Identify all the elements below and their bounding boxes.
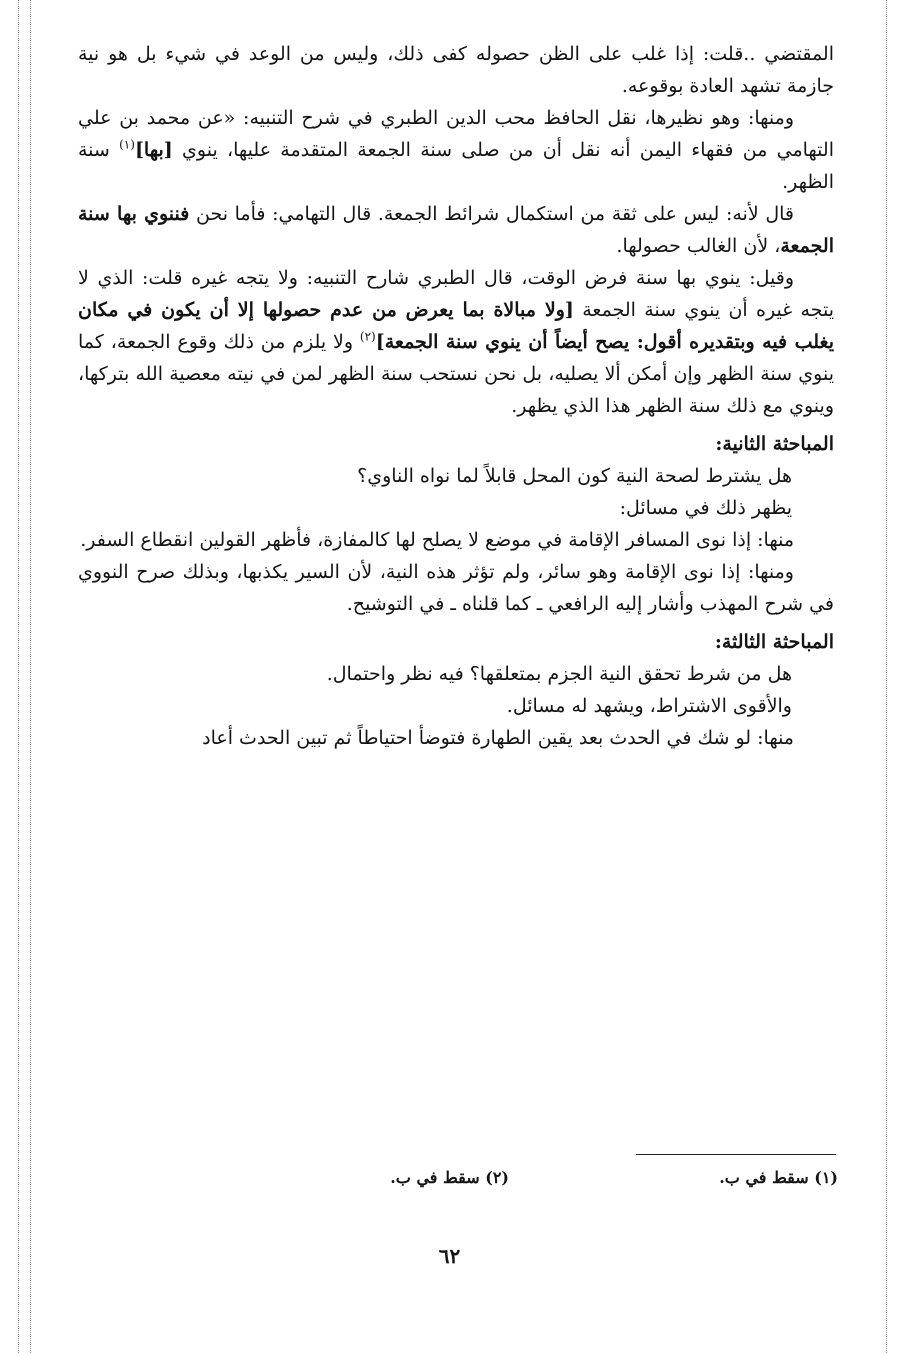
paragraph-4-end: ولا يلزم من ذلك وقوع الجمعة، كما ينوي سنة الظهر وإن أمكن ألا يصليه، بل نحن نستحب سنة الظهر لمن في نيته معصية الله بتركها، وينوي مع ذلك سنة الظهر هذا الذي يظهر.	[78, 331, 834, 417]
paragraph-3	[78, 198, 834, 262]
paragraph-4-text: وقيل: ينوي بها سنة فرض الوقت، قال الطبري شارح التنبيه: ولا يتجه غيره قلت: الذي لا يتجه غيره أن ينوي سنة الجمعة	[78, 267, 834, 321]
question-2-note: يظهر ذلك في مسائل:	[619, 497, 792, 519]
bracketed-word: [بها]	[134, 139, 173, 161]
section-heading-2: المباحثة الثانية:	[715, 433, 834, 455]
paragraph-2-end: سنة الظهر.	[78, 139, 834, 193]
section-heading-3: المباحثة الثالثة:	[714, 631, 834, 653]
page-number: ٦٢	[438, 1244, 461, 1268]
paragraph-2	[78, 102, 834, 198]
paragraph-5: منها: إذا نوى المسافر الإقامة في موضع لا يصلح لها كالمفازة، فأظهر القولين انقطاع السفر.	[80, 529, 794, 551]
footnote-ref-1: (١)	[119, 137, 135, 152]
footnote-2: (٢) سقط في ب.	[390, 1168, 509, 1187]
scan-edge-right	[886, 0, 887, 1353]
paragraph-3-text: قال لأنه: ليس على ثقة من استكمال شرائط الجمعة. قال التهامي: فأما نحن	[189, 203, 794, 225]
footnote-ref-2: (٢)	[359, 329, 376, 344]
footnote-rule	[636, 1154, 836, 1155]
paragraph-7: منها: لو شك في الحدث بعد يقين الطهارة فتوضأ احتياطاً ثم تبين الحدث أعاد	[202, 727, 794, 749]
paragraph-4-bold: [ولا مبالاة بما يعرض من عدم حصولها إلا أن يكون في مكان يغلب فيه وبتقديره أقول: يصح أيضاً أن ينوي سنة الجمعة]	[78, 299, 834, 353]
question-3: هل من شرط تحقق النية الجزم بمتعلقها؟ فيه نظر واحتمال.	[326, 663, 792, 685]
scan-edge-left-inner	[30, 0, 31, 1353]
paragraph-3-end: ، لأن الغالب حصولها.	[616, 235, 781, 257]
paragraph-3-bold: فننوي بها سنة الجمعة	[78, 203, 834, 257]
scan-edge-left	[18, 0, 19, 1353]
paragraph-6: ومنها: إذا نوى الإقامة وهو سائر، ولم تؤثر هذه النية، لأن السير يكذبها، وبذلك صرح النووي في شرح المهذب وأشار إليه الرافعي ـ كما قلناه ـ في التوشيح.	[78, 561, 834, 615]
question-3-note: والأقوى الاشتراط، ويشهد له مسائل.	[506, 695, 792, 717]
footnote-1: (١) سقط في ب.	[719, 1168, 838, 1187]
paragraph-2-text: ومنها: وهو نظيرها، نقل الحافظ محب الدين الطبري في شرح التنبيه: «عن محمد بن علي التهامي من فقهاء اليمن أنه نقل أن من صلى سنة الجمعة المتقدمة عليها، ينوي	[78, 107, 834, 161]
question-2: هل يشترط لصحة النية كون المحل قابلاً لما نواه الناوي؟	[357, 465, 792, 487]
page-body	[78, 38, 834, 754]
paragraph-4	[78, 262, 834, 422]
paragraph-1: المقتضي ..قلت: إذا غلب على الظن حصوله كفى ذلك، وليس من الوعد في شيء بل هو نية جازمة تشهد العادة بوقوعه.	[78, 43, 834, 97]
